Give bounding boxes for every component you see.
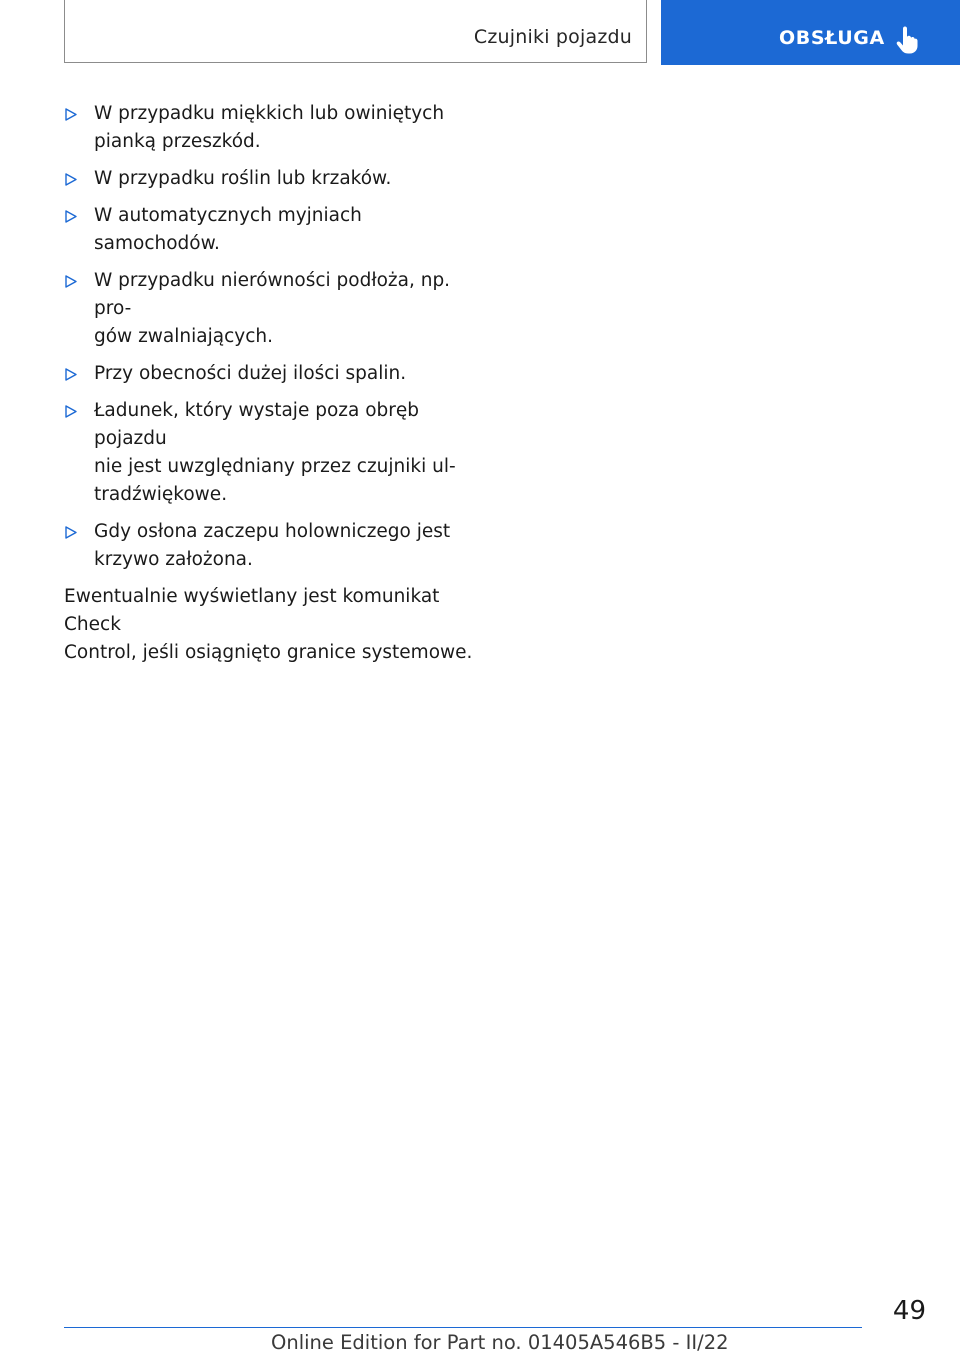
list-item-text: W przypadku nierówności podłoża, np. pro- bbox=[94, 270, 451, 319]
list-item-text: W przypadku roślin lub krzaków. bbox=[94, 168, 392, 189]
list-item-text: gów zwalniających. bbox=[94, 326, 273, 347]
list-item-text: krzywo założona. bbox=[94, 549, 253, 570]
chapter-label: OBSŁUGA bbox=[779, 27, 885, 49]
bullet-list bbox=[64, 100, 484, 574]
page-number: 49 bbox=[892, 1296, 926, 1326]
list-item bbox=[64, 100, 484, 156]
list-item bbox=[64, 397, 484, 509]
note-text: Ewentualnie wyświetlany jest komunikat Check bbox=[64, 586, 440, 635]
triangle-bullet-icon bbox=[65, 210, 77, 223]
triangle-bullet-icon bbox=[65, 108, 77, 121]
footer-divider bbox=[64, 1327, 862, 1328]
section-header-box bbox=[64, 0, 647, 63]
list-item bbox=[64, 360, 484, 388]
note-text: Control, jeśli osiągnięto granice systemowe. bbox=[64, 642, 473, 663]
triangle-bullet-icon bbox=[65, 275, 77, 288]
list-item bbox=[64, 165, 484, 193]
list-item-text: pianką przeszkód. bbox=[94, 131, 261, 152]
list-item-text: W automatycznych myjniach samochodów. bbox=[94, 205, 362, 254]
edition-footer: Online Edition for Part no. 01405A546B5 - II/22 bbox=[271, 1331, 729, 1354]
list-item bbox=[64, 518, 484, 574]
list-item-text: nie jest uwzględniany przez czujniki ul- bbox=[94, 456, 456, 477]
triangle-bullet-icon bbox=[65, 526, 77, 539]
triangle-bullet-icon bbox=[65, 173, 77, 186]
list-item-text: Ładunek, który wystaje poza obręb pojazdu bbox=[94, 400, 419, 449]
list-item-text: Gdy osłona zaczepu holowniczego jest bbox=[94, 521, 451, 542]
main-content bbox=[64, 100, 484, 667]
chapter-tab bbox=[661, 0, 960, 65]
triangle-bullet-icon bbox=[65, 405, 77, 418]
section-title: Czujniki pojazdu bbox=[473, 26, 632, 48]
triangle-bullet-icon bbox=[65, 368, 77, 381]
hand-pointer-icon bbox=[896, 26, 918, 54]
list-item bbox=[64, 202, 484, 258]
list-item bbox=[64, 267, 484, 351]
list-item-text: W przypadku miękkich lub owiniętych bbox=[94, 103, 445, 124]
list-item-text: Przy obecności dużej ilości spalin. bbox=[94, 363, 407, 384]
list-item-text: tradźwiękowe. bbox=[94, 484, 228, 505]
system-limits-note bbox=[64, 583, 484, 667]
